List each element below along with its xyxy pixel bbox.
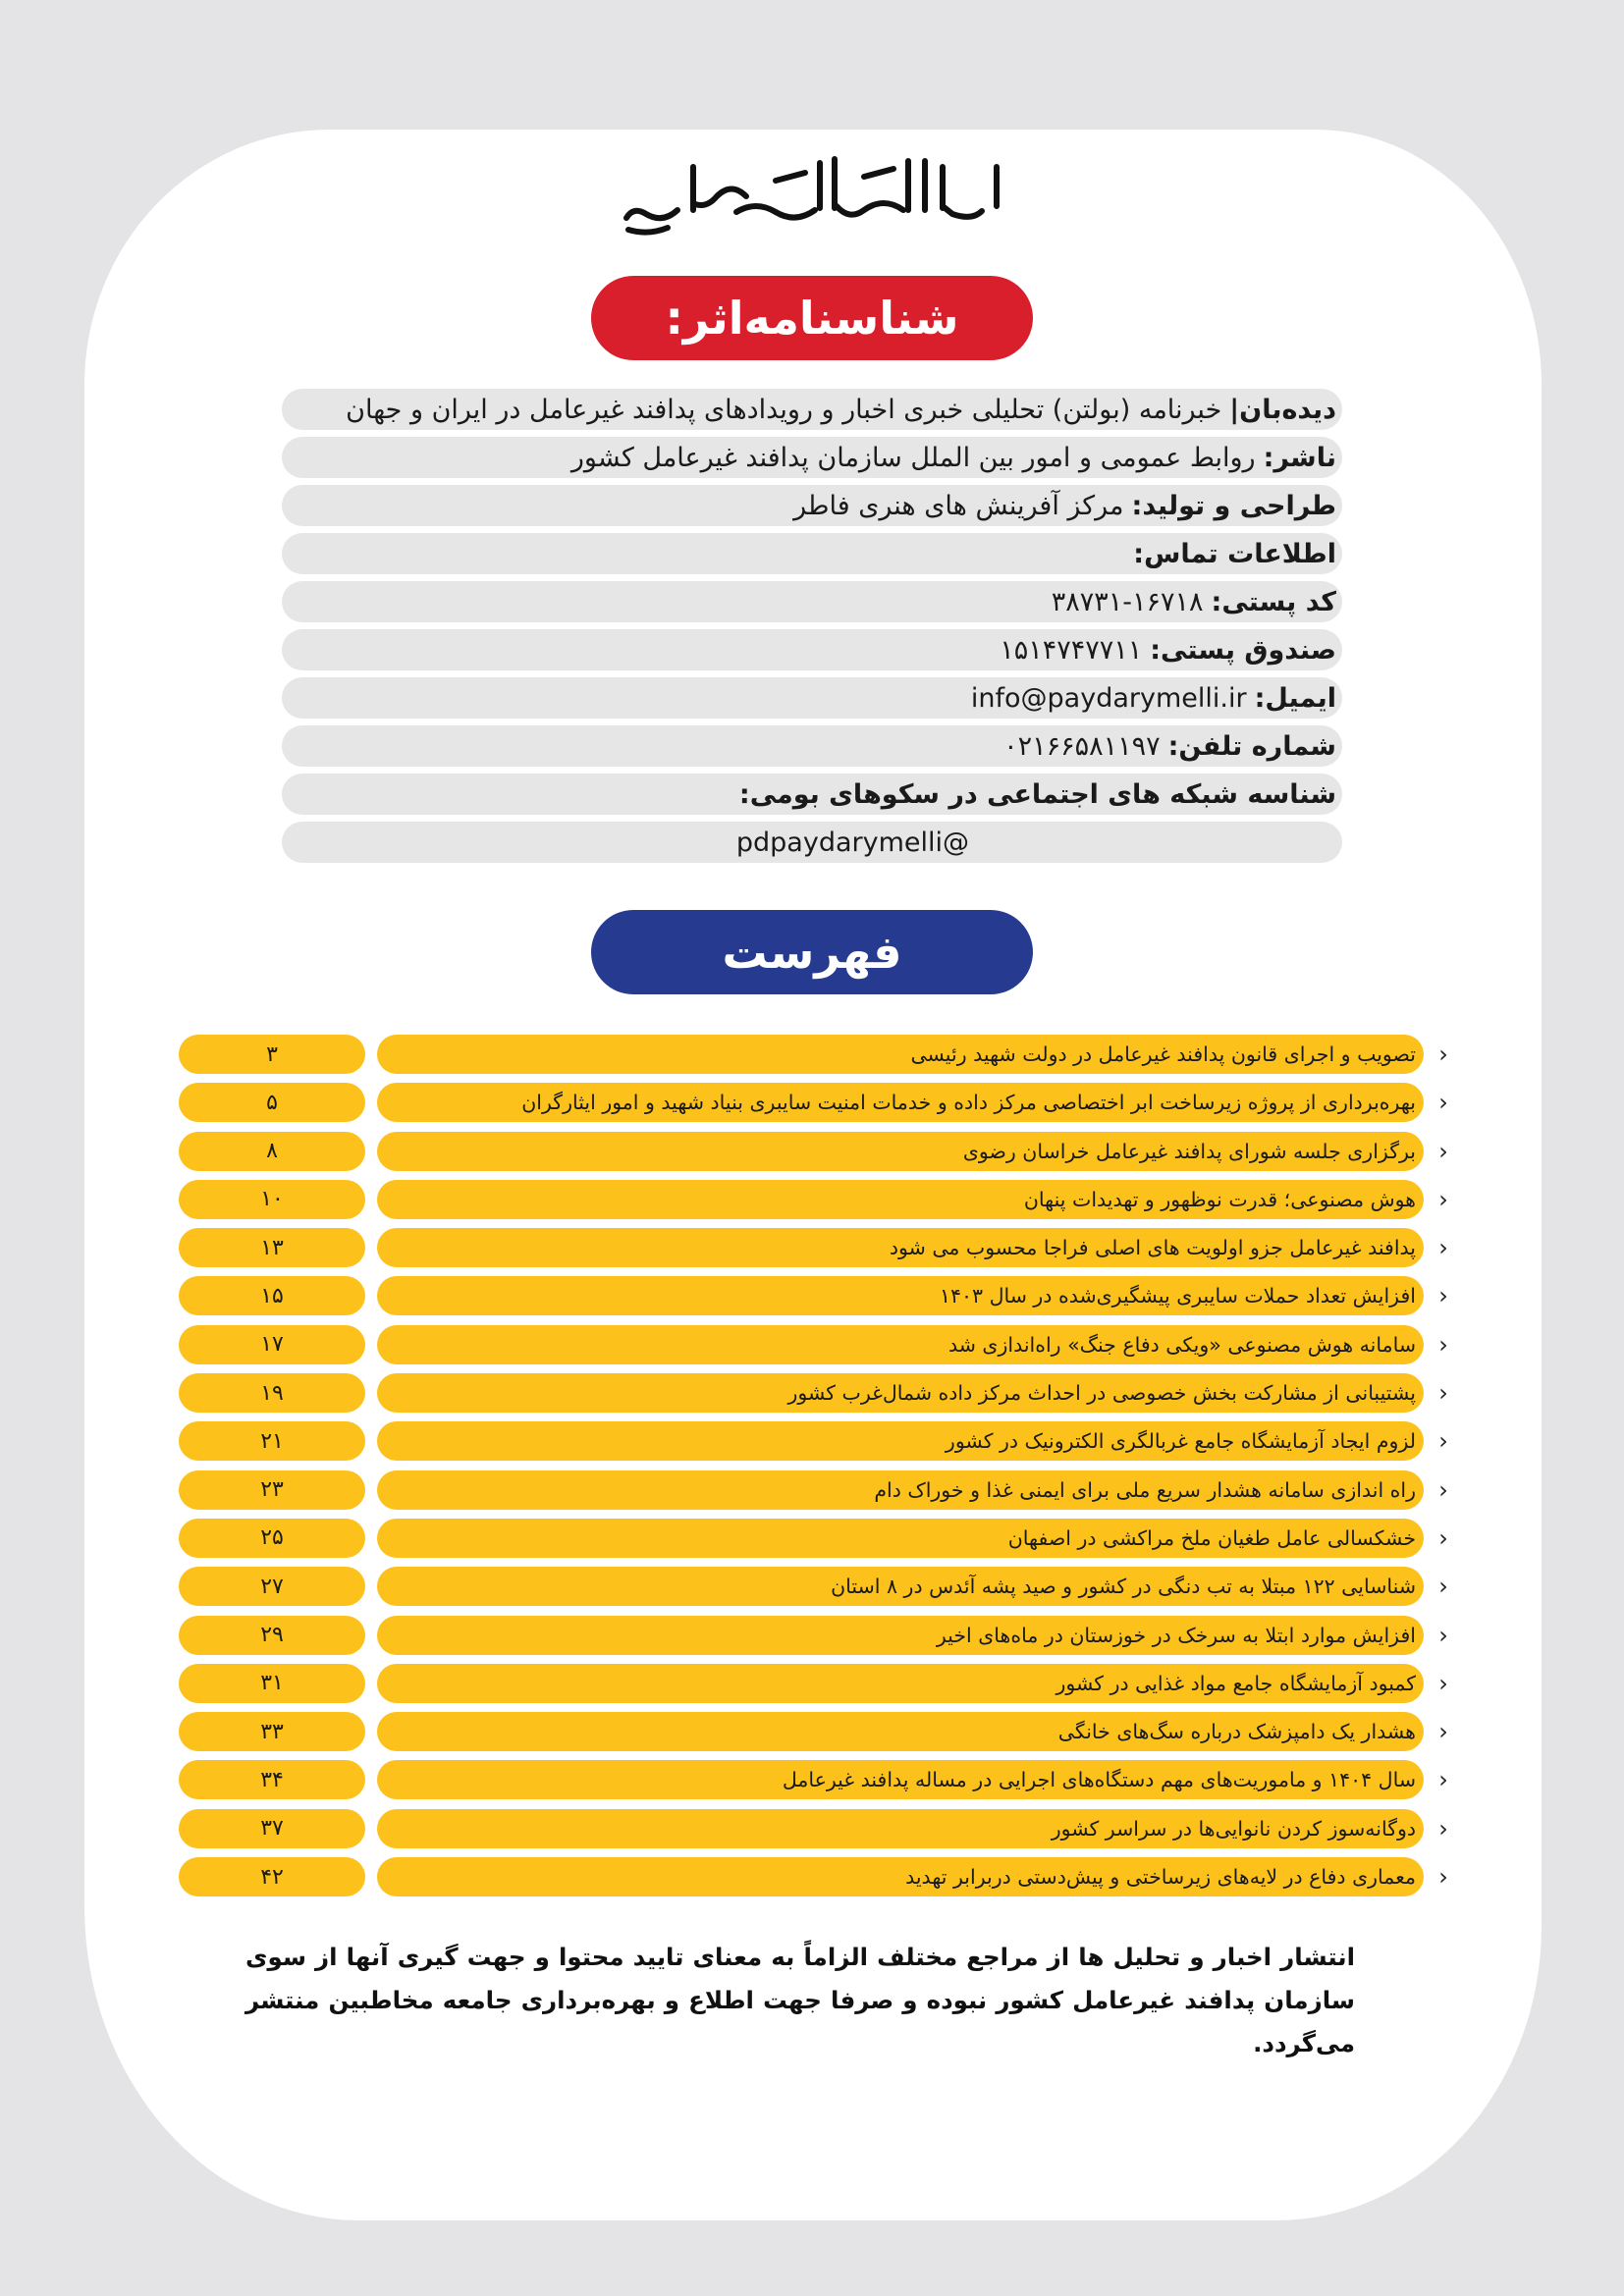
toc-item[interactable] [179,1421,1455,1461]
table-of-contents [179,1035,1455,1905]
chevron-left-icon: ‹ [1438,1669,1448,1697]
info-row-po-box [282,629,1342,670]
info-row-publisher [282,437,1342,478]
toc-item-page: ۵ [179,1083,365,1122]
info-row-email [282,677,1342,719]
toc-item-page: ۲۳ [179,1470,365,1510]
info-row-social [282,774,1342,815]
info-row-handle [282,822,1342,863]
info-label: طراحی و تولید: [1131,490,1336,521]
toc-item[interactable] [179,1664,1455,1703]
toc-item-page: ۳ [179,1035,365,1074]
toc-item-title[interactable]: پشتیبانی از مشارکت بخش خصوصی در احداث مرکز داده شمال‌غرب کشور [377,1373,1424,1413]
toc-item[interactable] [179,1373,1455,1413]
info-label: شماره تلفن: [1167,730,1336,762]
info-row-design [282,485,1342,526]
info-value: روابط عمومی و امور بین الملل سازمان پدافند غیرعامل کشور [570,442,1256,473]
toc-item-title[interactable]: هشدار یک دامپزشک درباره سگ‌های خانگی [377,1712,1424,1751]
toc-item-page: ۱۳ [179,1228,365,1267]
toc-item-page: ۸ [179,1132,365,1171]
toc-item-page: ۳۷ [179,1809,365,1848]
toc-item-title[interactable]: سال ۱۴۰۴ و ماموریت‌های مهم دستگاه‌های اجرایی در مساله پدافند غیرعامل [377,1760,1424,1799]
chevron-left-icon: ‹ [1438,1814,1448,1842]
chevron-left-icon: ‹ [1438,1185,1448,1213]
chevron-left-icon: ‹ [1438,1766,1448,1794]
toc-item[interactable] [179,1276,1455,1315]
social-handle[interactable]: @pdpaydarymelli [735,827,969,858]
email-link[interactable]: info@paydarymelli.ir [970,682,1247,714]
chevron-left-icon: ‹ [1438,1089,1448,1117]
chevron-left-icon: ‹ [1438,1863,1448,1892]
toc-item-title[interactable]: برگزاری جلسه شورای پدافند غیرعامل خراسان رضوی [377,1132,1424,1171]
toc-item-title[interactable]: بهره‌برداری از پروژه زیرساخت ابر اختصاصی مرکز داده و خدمات امنیت سایبری بنیاد شهید و امور ایثارگران [377,1083,1424,1122]
chevron-left-icon: ‹ [1438,1621,1448,1649]
toc-item[interactable] [179,1712,1455,1751]
info-label: شناسه شبکه های اجتماعی در سکوهای بومی: [738,778,1336,810]
toc-item-title[interactable]: سامانه هوش مصنوعی «ویکی دفاع جنگ» راه‌اندازی شد [377,1325,1424,1364]
toc-item-title[interactable]: تصویب و اجرای قانون پدافند غیرعامل در دولت شهید رئیسی [377,1035,1424,1074]
info-label: اطلاعات تماس: [1133,538,1336,569]
toc-item-page: ۳۴ [179,1760,365,1799]
toc-item[interactable] [179,1180,1455,1219]
toc-item-title[interactable]: کمبود آزمایشگاه جامع مواد غذایی در کشور [377,1664,1424,1703]
toc-item-title[interactable]: افزایش موارد ابتلا به سرخک در خوزستان در ماه‌های اخیر [377,1616,1424,1655]
toc-item-title[interactable]: معماری دفاع در لایه‌های زیرساختی و پیش‌دستی دربرابر تهدید [377,1857,1424,1896]
toc-item[interactable] [179,1035,1455,1074]
info-label: دیده‌بان| [1229,394,1336,425]
chevron-left-icon: ‹ [1438,1282,1448,1310]
toc-item[interactable] [179,1567,1455,1606]
toc-item-page: ۱۰ [179,1180,365,1219]
toc-item-title[interactable]: پدافند غیرعامل جزو اولویت های اصلی فراجا محسوب می شود [377,1228,1424,1267]
toc-item-page: ۴۲ [179,1857,365,1896]
toc-item-title[interactable]: لزوم ایجاد آزمایشگاه جامع غربالگری الکترونیک در کشور [377,1421,1424,1461]
info-label: صندوق پستی: [1150,634,1336,666]
toc-item[interactable] [179,1616,1455,1655]
toc-item[interactable] [179,1470,1455,1510]
toc-item-page: ۲۱ [179,1421,365,1461]
toc-item-title[interactable]: راه اندازی سامانه هشدار سریع ملی برای ایمنی غذا و خوراک دام [377,1470,1424,1510]
chevron-left-icon: ‹ [1438,1137,1448,1165]
info-row-phone [282,725,1342,767]
toc-item-title[interactable]: دوگانه‌سوز کردن نانوایی‌ها در سراسر کشور [377,1809,1424,1848]
chevron-left-icon: ‹ [1438,1475,1448,1504]
info-row-postal-code [282,581,1342,622]
toc-item-page: ۲۹ [179,1616,365,1655]
toc-item[interactable] [179,1132,1455,1171]
info-label: ناشر: [1263,442,1336,473]
disclaimer-text: انتشار اخبار و تحلیل ها از مراجع مختلف الزاماً به معنای تایید محتوا و جهت گیری آنها از سوی سازمان پدافند غیرعامل کشور نبوده و صرفا جهت اطلاع و بهره‌برداری جامعه مخاطبین منتشر می‌گردد. [245,1943,1355,2057]
info-label: ایمیل: [1254,682,1336,714]
toc-item-page: ۱۵ [179,1276,365,1315]
chevron-left-icon: ‹ [1438,1427,1448,1456]
toc-item[interactable] [179,1325,1455,1364]
toc-item-page: ۳۱ [179,1664,365,1703]
toc-item-page: ۲۵ [179,1519,365,1558]
toc-item[interactable] [179,1809,1455,1848]
basmala-calligraphy [609,137,1021,245]
info-label: کد پستی: [1211,586,1336,617]
chevron-left-icon: ‹ [1438,1234,1448,1262]
chevron-left-icon: ‹ [1438,1041,1448,1068]
info-value: خبرنامه (بولتن) تحلیلی خبری اخبار و رویدادهای پدافند غیرعامل در ایران و جهان [346,394,1222,425]
info-value: ۳۸۷۳۱-۱۶۷۱۸ [1051,586,1204,617]
toc-item-page: ۱۹ [179,1373,365,1413]
chevron-left-icon: ‹ [1438,1523,1448,1552]
info-row-contact [282,533,1342,574]
toc-item-page: ۱۷ [179,1325,365,1364]
colophon-info [282,389,1342,870]
toc-item-title[interactable]: افزایش تعداد حملات سایبری پیشگیری‌شده در سال ۱۴۰۳ [377,1276,1424,1315]
phone-number: ۰۲۱۶۶۵۸۱۱۹۷ [1003,730,1161,762]
toc-item-title[interactable]: خشکسالی عامل طغیان ملخ مراکشی در اصفهان [377,1519,1424,1558]
toc-item[interactable] [179,1519,1455,1558]
toc-item-title[interactable]: هوش مصنوعی؛ قدرت نوظهور و تهدیدات پنهان [377,1180,1424,1219]
info-value: ۱۵۱۴۷۴۷۷۱۱ [1000,634,1143,666]
chevron-left-icon: ‹ [1438,1573,1448,1601]
info-value: مرکز آفرینش های هنری فاطر [793,490,1124,521]
toc-item-page: ۳۳ [179,1712,365,1751]
toc-item-title[interactable]: شناسایی ۱۲۲ مبتلا به تب دنگی در کشور و صید پشه آئدس در ۸ استان [377,1567,1424,1606]
chevron-left-icon: ‹ [1438,1330,1448,1359]
colophon-title: شناسنامه‌اثر: [591,276,1033,360]
toc-item[interactable] [179,1228,1455,1267]
toc-title: فهرست [591,910,1033,994]
toc-item[interactable] [179,1083,1455,1122]
chevron-left-icon: ‹ [1438,1718,1448,1746]
toc-item[interactable] [179,1857,1455,1896]
toc-item-page: ۲۷ [179,1567,365,1606]
chevron-left-icon: ‹ [1438,1379,1448,1408]
info-row-observer [282,389,1342,430]
toc-item[interactable] [179,1760,1455,1799]
